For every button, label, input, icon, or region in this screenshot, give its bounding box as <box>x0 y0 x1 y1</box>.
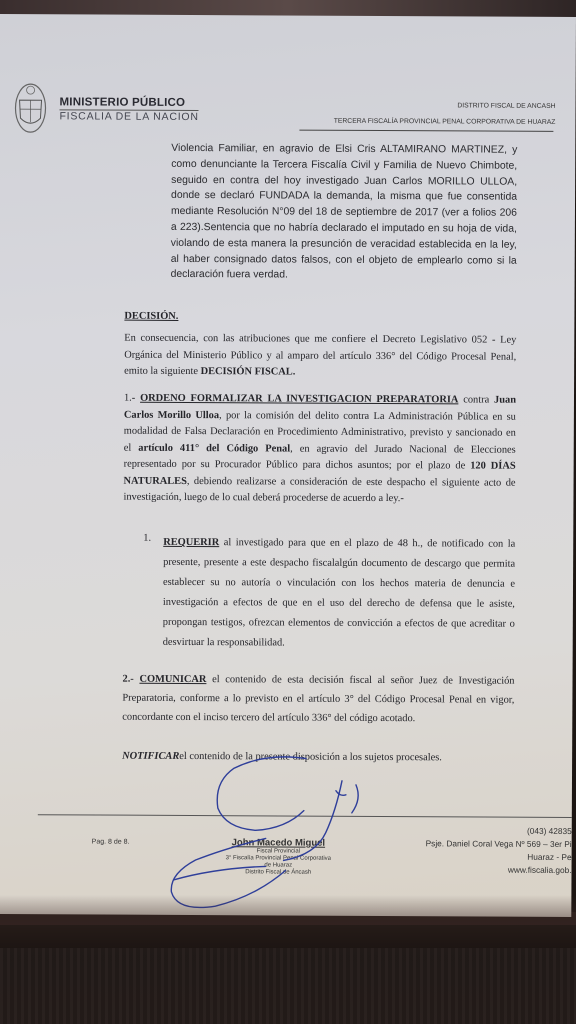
stamp-name: John Macedo Miguel <box>231 837 326 849</box>
office-label: TERCERA FISCALÍA PROVINCIAL PENAL CORPORATIVA DE HUARAZ <box>333 117 556 126</box>
org-name: MINISTERIO PÚBLICO <box>59 96 186 109</box>
contact-website: www.fiscalia.gob. <box>507 864 572 876</box>
peru-coat-of-arms-icon <box>13 78 47 136</box>
ordeno-text-2: , en agravio del Jurado Nacional de Elecciones representado por su Procurador Público para dichos asuntos; por el plazo de <box>123 443 516 472</box>
notificar-heading: NOTIFICAR <box>122 750 180 762</box>
comunicar-number: 2.- <box>122 673 134 685</box>
requerir-paragraph <box>163 533 516 655</box>
document-page <box>0 14 576 917</box>
header-rule <box>299 130 553 132</box>
comunicar-heading: COMUNICAR <box>139 673 207 686</box>
intro-paragraph: Violencia Familiar, en agravio de Elsi Cris ALTAMIRANO MARTINEZ, y como denunciante la Tercera Fiscalía Civil y Familia de Nuevo Chimbote, seguido en contra del hoy investigado Juan Carlos MORILLO ULLOA, donde se declaró FUNDADA la demanda, la misma que fue consentida mediante Resolución N°09 del 18 de septiembre de 2017 (ver a folios 206 a 223).Sentencia que no habría declarado el imputado en su hoja de vida, violando de esta manera la presunción de veracidad establecida en la ley, al haber consignado datos falsos, con el objeto de emplearlo como si la declaración fuera verdad. <box>170 142 518 281</box>
ordeno-contra: contra <box>463 394 490 406</box>
requerir-heading: REQUERIR <box>163 536 220 549</box>
comunicar-paragraph <box>122 670 514 729</box>
ordeno-number: 1.- <box>123 392 136 404</box>
defendant-name: Juan Carlos Morillo Ulloa <box>123 394 517 421</box>
stamp-line-2: 3° Fiscalía Provincial Penal Corporativa <box>225 855 332 862</box>
ordeno-text-1: , por la comisión del delito contra La Administración Pública en su modalidad de Falsa Declaración en Procedimiento Administrativo, previsto y sancionado en el <box>123 409 516 454</box>
requerir-number: 1. <box>143 532 152 544</box>
page-number: Pag. 8 de 8. <box>91 838 130 846</box>
comunicar-text: el contenido de esta decisión fiscal al señor Juez de Investigación Preparatoria, conforme a lo previsto en el artículo 3° del Código Procesal Penal en vigor, concordante con el inciso tercero del artículo 336° del código acotado. <box>122 674 515 725</box>
notificar-text: el contenido de la presente disposición a los sujetos procesales. <box>179 750 442 764</box>
contact-phone: (043) 42835 <box>526 825 572 837</box>
requerir-text: al investigado para que en el plazo de 48 h., de notificado con la presente, presente a este despacho fiscalalgún documento de descargo que permita establecer su no autoría o vinculación con los hechos materia de denuncia e investigación a efectos de que en el uso del derecho de defensa que le asiste, propongan testigos, ofrezcan elementos de convicción a efectos de que acreditar o desvirtuar la responsabilidad. <box>162 537 516 649</box>
ordeno-heading: ORDENO FORMALIZAR LA INVESTIGACION PREPARATORIA <box>140 392 459 406</box>
days-period: 120 DÍAS NATURALES <box>123 460 516 487</box>
contact-address: Psje. Daniel Coral Vega Nº 569 – 3er Pi <box>425 838 572 850</box>
page-edge-shadow <box>0 895 576 925</box>
stamp-line-3: de Huaraz <box>264 862 293 869</box>
decision-heading: DECISIÓN. <box>124 310 179 322</box>
article-reference: artículo 411° del Código Penal <box>138 442 291 455</box>
stamp-line-1: Fiscal Provincial <box>256 848 301 855</box>
ordeno-text-3: , debiendo realizarse a consideración de este despacho el siguiente acto de investigación, luego de lo cual deberá procederse de acuerdo a ley.- <box>123 475 516 505</box>
contact-city: Huaraz - Pe <box>527 851 572 863</box>
stamp-line-4: Distrito Fiscal de Áncash <box>245 869 312 876</box>
org-subtitle: FISCALIA DE LA NACION <box>59 110 199 124</box>
rug-texture <box>0 948 576 1024</box>
ordeno-paragraph <box>123 391 516 509</box>
contact-block <box>409 824 571 877</box>
consecuencia-paragraph <box>124 331 516 383</box>
decision-fiscal-label: DECISIÓN FISCAL. <box>200 366 296 378</box>
consecuencia-text: En consecuencia, con las atribuciones que me confiere el Decreto Legislativo 052 - Ley Orgánica del Ministerio Público y al amparo del artículo 336° del Código Procesal Penal, emito la siguiente <box>124 332 517 378</box>
district-label: DISTRITO FISCAL DE ANCASH <box>457 102 556 110</box>
